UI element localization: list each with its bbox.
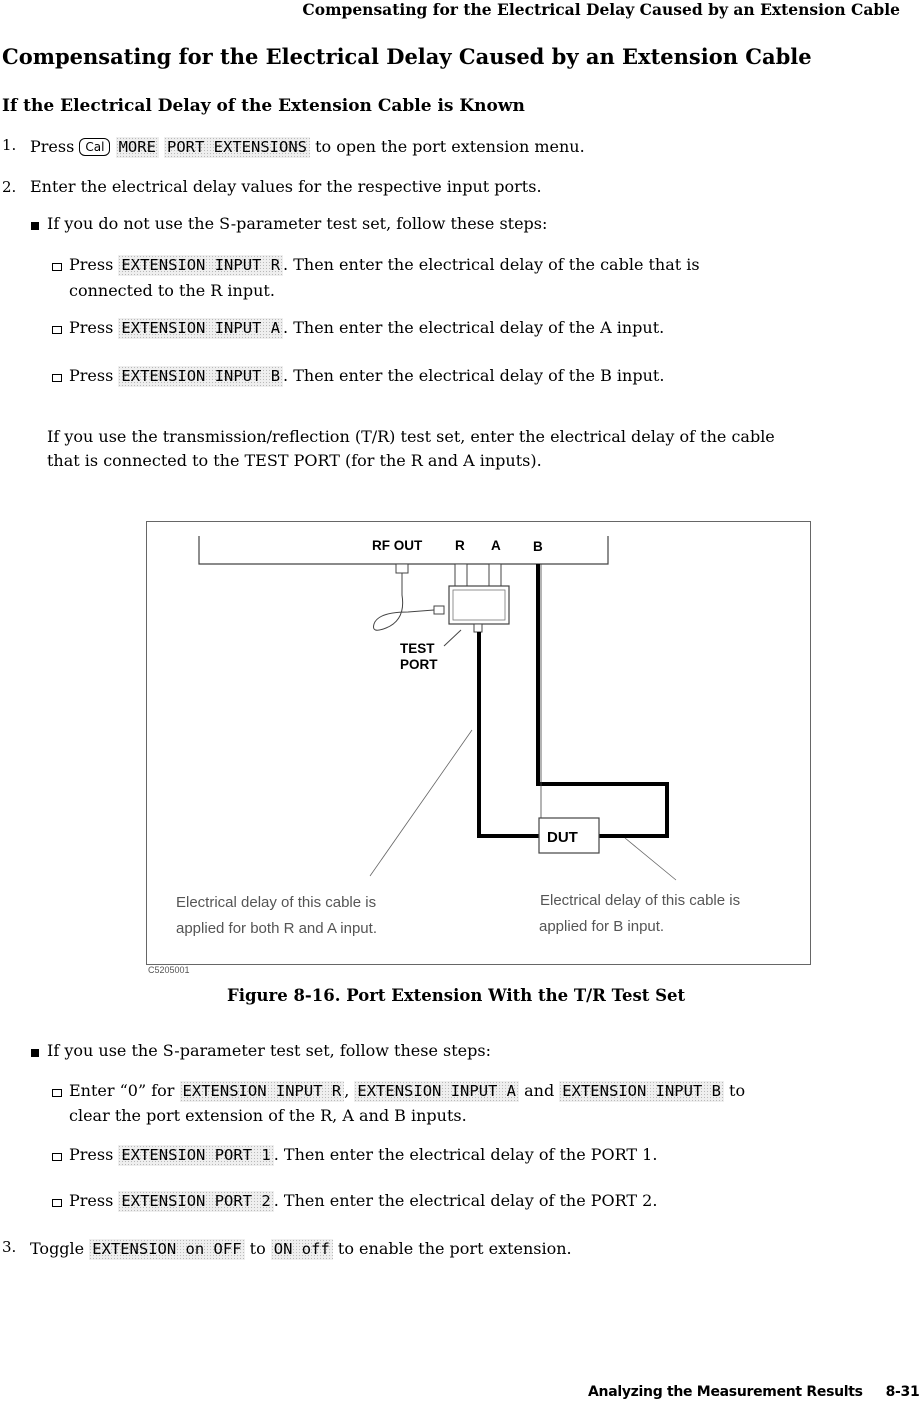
test-set-rf-input bbox=[434, 606, 444, 614]
tr-note-line-1: If you use the transmission/reflection (T/R) test set, enter the electrical delay of the cable bbox=[47, 427, 775, 446]
step-zero-extensions bbox=[69, 1081, 745, 1102]
r-connector bbox=[455, 564, 467, 586]
step-zero-extensions-cont: clear the port extension of the R, A and B inputs. bbox=[69, 1106, 467, 1125]
step-rest: . Then enter the electrical delay of the PORT 2. bbox=[273, 1191, 658, 1210]
and-text: and bbox=[524, 1081, 555, 1100]
cable-dut-to-b bbox=[538, 564, 667, 836]
softkey-extension-port-2: EXTENSION PORT 2 bbox=[118, 1191, 273, 1212]
port-label-r: R bbox=[455, 538, 465, 553]
bullet-open-icon bbox=[52, 326, 62, 334]
press-text: Press bbox=[69, 1145, 114, 1164]
figure-id: C5205001 bbox=[148, 965, 190, 975]
step-ext-port-2 bbox=[69, 1191, 657, 1212]
to-text: to bbox=[729, 1081, 746, 1100]
sparam-intro: If you use the S-parameter test set, follow these steps: bbox=[47, 1041, 491, 1060]
page-footer: Analyzing the Measurement Results 8-31 bbox=[588, 1384, 919, 1400]
bullet-open-icon bbox=[52, 1089, 62, 1097]
port-label-a: A bbox=[491, 538, 501, 553]
step-1-number: 1. bbox=[2, 136, 17, 154]
softkey-extension-input-b: EXTENSION INPUT B bbox=[118, 366, 283, 387]
step-rest: . Then enter the electrical delay of the B input. bbox=[283, 366, 665, 385]
step-3-number: 3. bbox=[2, 1238, 17, 1256]
test-port-label-2: PORT bbox=[400, 657, 438, 672]
step-1-rest: to open the port extension menu. bbox=[315, 137, 585, 156]
no-sparam-intro: If you do not use the S-parameter test set, follow these steps: bbox=[47, 214, 548, 233]
step-2-text: Enter the electrical delay values for the respective input ports. bbox=[30, 177, 542, 196]
step-rest: . Then enter the electrical delay of the PORT 1. bbox=[273, 1145, 658, 1164]
enter-zero-text: Enter “0” for bbox=[69, 1081, 175, 1100]
tr-note-line-2: that is connected to the TEST PORT (for the R and A inputs). bbox=[47, 451, 542, 470]
press-text: Press bbox=[69, 366, 114, 385]
figure-caption: Figure 8-16. Port Extension With the T/R Test Set bbox=[227, 986, 686, 1005]
step-ext-input-r-cont: connected to the R input. bbox=[69, 281, 275, 300]
step-1-press: Press bbox=[30, 137, 75, 156]
bullet-open-icon bbox=[52, 374, 62, 382]
step-ext-port-1 bbox=[69, 1145, 657, 1166]
softkey-extension-port-1: EXTENSION PORT 1 bbox=[118, 1145, 273, 1166]
tr-test-set bbox=[449, 586, 509, 624]
to-text: to bbox=[249, 1239, 266, 1258]
press-text: Press bbox=[69, 1191, 114, 1210]
port-label-rf-out: RF OUT bbox=[372, 538, 423, 553]
softkey-extension-on-off: EXTENSION on OFF bbox=[89, 1239, 244, 1260]
step-1 bbox=[30, 137, 585, 158]
softkey-extension-input-a: EXTENSION INPUT A bbox=[118, 318, 283, 339]
step-ext-input-a bbox=[69, 318, 664, 339]
step-rest: . Then enter the electrical delay of the A input. bbox=[283, 318, 665, 337]
note-left-line-1: Electrical delay of this cable is bbox=[176, 894, 377, 911]
bullet-open-icon bbox=[52, 1199, 62, 1207]
step-3-rest: to enable the port extension. bbox=[337, 1239, 572, 1258]
running-head: Compensating for the Electrical Delay Caused by an Extension Cable bbox=[302, 0, 900, 19]
dut-label: DUT bbox=[547, 829, 578, 846]
rf-cable bbox=[374, 573, 435, 630]
softkey-extension-input-b: EXTENSION INPUT B bbox=[559, 1081, 724, 1102]
toggle-text: Toggle bbox=[30, 1239, 85, 1258]
press-text: Press bbox=[69, 255, 114, 274]
step-rest: . Then enter the electrical delay of the cable that is bbox=[283, 255, 700, 274]
softkey-on-off: ON off bbox=[271, 1239, 333, 1260]
note-right-line-1: Electrical delay of this cable is bbox=[540, 892, 741, 909]
leader-right bbox=[625, 838, 676, 880]
note-right-line-2: applied for B input. bbox=[539, 918, 665, 935]
softkey-extension-input-r: EXTENSION INPUT R bbox=[180, 1081, 345, 1102]
softkey-more: MORE bbox=[116, 137, 159, 158]
cable-test-port-to-dut bbox=[479, 632, 539, 836]
press-text: Press bbox=[69, 318, 114, 337]
test-port-label-1: TEST bbox=[400, 641, 435, 656]
test-port-connector bbox=[474, 624, 482, 632]
softkey-extension-input-a: EXTENSION INPUT A bbox=[354, 1081, 519, 1102]
bullet-square-icon bbox=[31, 1049, 39, 1057]
softkey-extension-input-r: EXTENSION INPUT R bbox=[118, 255, 283, 276]
leader-left bbox=[370, 730, 472, 876]
rf-out-connector bbox=[396, 564, 408, 573]
figure-port-extension-diagram bbox=[146, 520, 812, 975]
section-title: Compensating for the Electrical Delay Caused by an Extension Cable bbox=[2, 44, 812, 69]
bullet-open-icon bbox=[52, 1153, 62, 1161]
subsection-title: If the Electrical Delay of the Extension Cable is Known bbox=[2, 96, 525, 116]
bullet-square-icon bbox=[31, 222, 39, 230]
step-2-number: 2. bbox=[2, 178, 17, 196]
port-label-b: B bbox=[533, 539, 543, 554]
test-port-leader bbox=[444, 630, 461, 646]
step-ext-input-r bbox=[69, 255, 700, 276]
a-connector bbox=[489, 564, 501, 586]
softkey-port-extensions: PORT EXTENSIONS bbox=[164, 137, 310, 158]
step-ext-input-b bbox=[69, 366, 664, 387]
note-left-line-2: applied for both R and A input. bbox=[176, 920, 377, 937]
step-3 bbox=[30, 1239, 572, 1260]
comma-text: , bbox=[344, 1081, 350, 1100]
bullet-open-icon bbox=[52, 263, 62, 271]
cal-key: Cal bbox=[79, 138, 110, 156]
